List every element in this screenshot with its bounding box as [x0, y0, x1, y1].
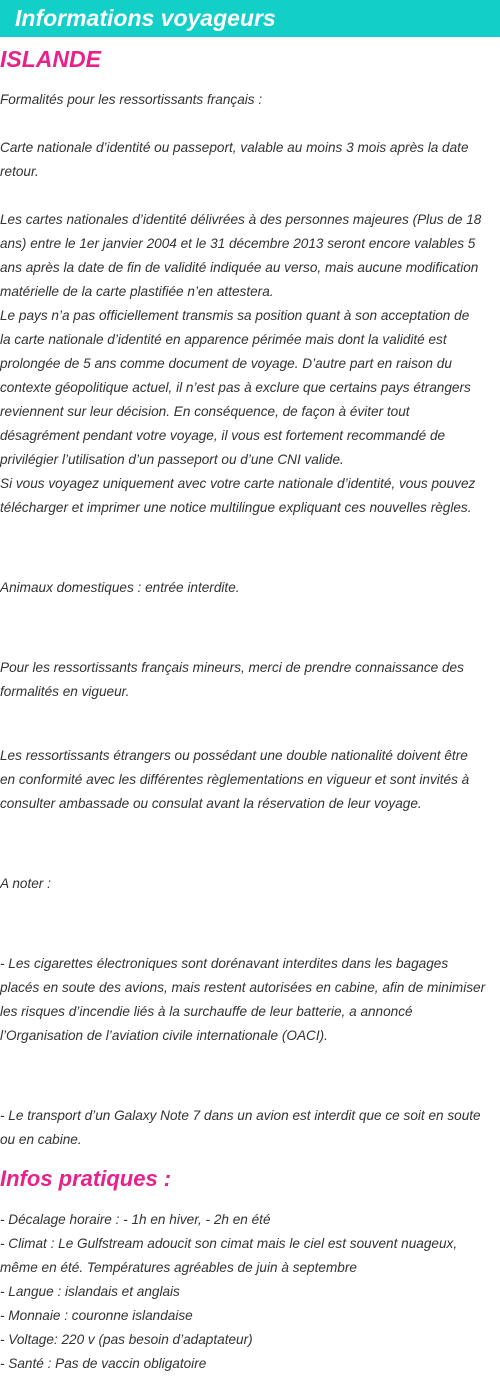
cigarettes-notice	[0, 952, 500, 1048]
cni-line: prolongée de 5 ans comme document de voyage. D’autre part en raison du	[0, 356, 452, 371]
cigarettes-line: l’Organisation de l’aviation civile internationale (OACI).	[0, 1028, 328, 1043]
galaxy-line: - Le transport d’un Galaxy Note 7 dans un avion est interdit que ce soit en soute	[0, 1108, 481, 1123]
cni-line: Le pays n’a pas officiellement transmis sa position quant à son acceptation de	[0, 308, 470, 323]
cni-line: désagrément pendant votre voyage, il vous est fortement recommandé de	[0, 428, 446, 443]
animaux-text: Animaux domestiques : entrée interdite.	[0, 580, 240, 595]
header-bar	[0, 0, 500, 37]
mineurs-line: Pour les ressortissants français mineurs, merci de prendre connaissance des	[0, 660, 464, 675]
info-item: même en été. Températures agréables de juin à septembre	[0, 1260, 357, 1275]
cni-line: Si vous voyagez uniquement avec votre carte nationale d’identité, vous pouvez	[0, 476, 476, 491]
a-noter-text: A noter :	[0, 876, 51, 891]
info-item: - Climat : Le Gulfstream adoucit son cimat mais le ciel est souvent nuageux,	[0, 1236, 458, 1251]
cigarettes-line: - Les cigarettes électroniques sont dorénavant interdites dans les bagages	[0, 956, 449, 971]
etrangers-line: consulter ambassade ou consulat avant la réservation de leur voyage.	[0, 796, 422, 811]
mineurs-notice	[0, 656, 500, 704]
document-line: retour.	[0, 164, 39, 179]
cni-line: contexte géopolitique actuel, il n’est pas à exclure que certains pays étrangers	[0, 380, 471, 395]
country-title: ISLANDE	[0, 46, 101, 72]
info-item: - Langue : islandais et anglais	[0, 1284, 180, 1299]
etrangers-line: Les ressortissants étrangers ou possédant une double nationalité doivent être	[0, 748, 468, 763]
etrangers-notice	[0, 744, 500, 816]
cigarettes-line: les risques d’incendie liés à la surchauffe de leur batterie, a annoncé	[0, 1004, 413, 1019]
document-requirement	[0, 136, 500, 184]
cni-line: ans) entre le 1er janvier 2004 et le 31 décembre 2013 seront encore valables 5	[0, 236, 476, 251]
formalites-intro	[0, 88, 500, 112]
cigarettes-line: placés en soute des avions, mais restent autorisées en cabine, afin de minimiser	[0, 980, 486, 995]
cni-paragraph	[0, 208, 500, 520]
info-item: - Voltage: 220 v (pas besoin d’adaptateur)	[0, 1332, 253, 1347]
cni-line: Les cartes nationales d’identité délivrées à des personnes majeures (Plus de 18	[0, 212, 482, 227]
cni-line: la carte nationale d’identité en apparence périmée mais dont la validité est	[0, 332, 447, 347]
mineurs-line: formalités en vigueur.	[0, 684, 130, 699]
info-item: - Santé : Pas de vaccin obligatoire	[0, 1356, 207, 1371]
animaux-notice	[0, 576, 500, 600]
cni-line: ans après la date de fin de validité indiquée au verso, mais aucune modification	[0, 260, 479, 275]
formalites-intro-text: Formalités pour les ressortissants français :	[0, 92, 263, 107]
galaxy-notice	[0, 1104, 500, 1152]
galaxy-line: ou en cabine.	[0, 1132, 82, 1147]
infos-pratiques-list	[0, 1208, 500, 1376]
page-title: Informations voyageurs	[15, 5, 276, 31]
cni-line: matérielle de la carte plastifiée n’en attestera.	[0, 284, 274, 299]
info-item: - Décalage horaire : - 1h en hiver, - 2h en été	[0, 1212, 271, 1227]
infos-pratiques-title: Infos pratiques :	[0, 1166, 172, 1191]
document-line: Carte nationale d’identité ou passeport, valable au moins 3 mois après la date	[0, 140, 469, 155]
cni-line: privilégier l’utilisation d’un passeport ou d’une CNI valide.	[0, 452, 344, 467]
cni-line: reviennent sur leur décision. En conséquence, de façon à éviter tout	[0, 404, 410, 419]
cni-line: télécharger et imprimer une notice multilingue expliquant ces nouvelles règles.	[0, 500, 472, 515]
etrangers-line: en conformité avec les différentes règlementations en vigueur et sont invités à	[0, 772, 470, 787]
info-item: - Monnaie : couronne islandaise	[0, 1308, 193, 1323]
a-noter-label	[0, 872, 500, 896]
